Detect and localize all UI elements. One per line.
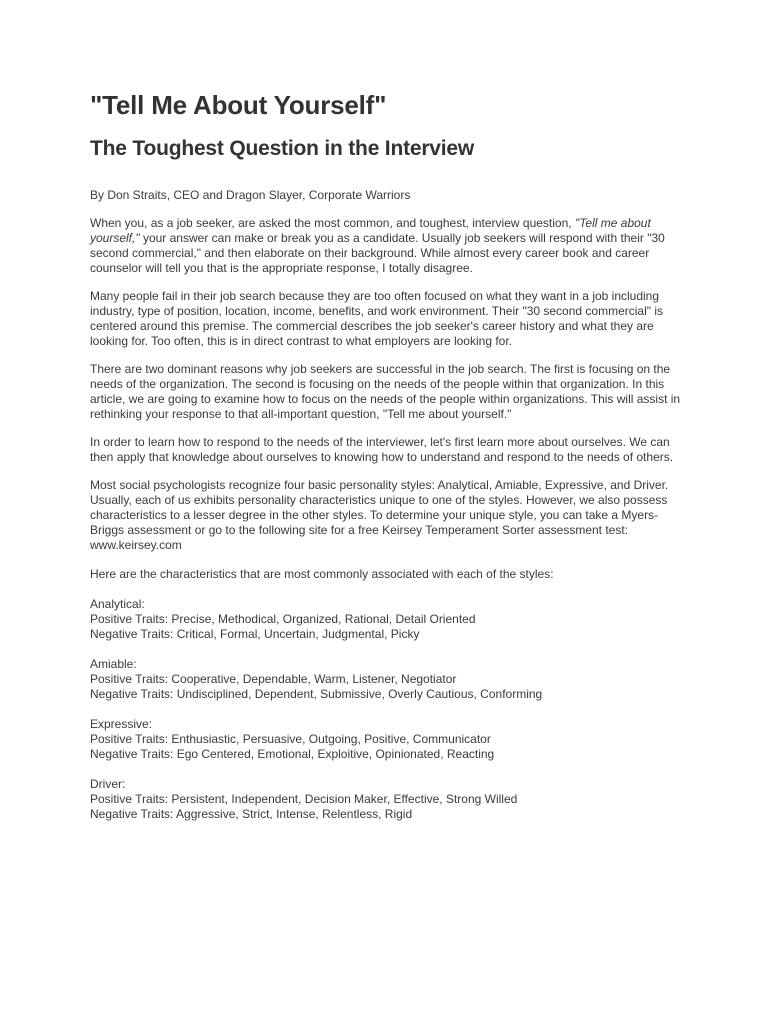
style-positive-traits: Positive Traits: Cooperative, Dependable, Warm, Listener, Negotiator [90, 672, 457, 686]
paragraph-personality-styles: Most social psychologists recognize four basic personality styles: Analytical, Amiable, Expressive, and Driver. Usually, each of us exhibits personality characteristics unique to one of the styles. However, we also possess characteristics to a lesser degree in the other styles. To determine your unique style, you can take a Myers-Briggs assessment or go to the following site for a free Keirsey Temperament Sorter assessment test: www.keirsey.com [90, 478, 669, 552]
style-positive-traits: Positive Traits: Precise, Methodical, Organized, Rational, Detail Oriented [90, 612, 476, 626]
style-block-analytical [90, 597, 684, 642]
style-block-amiable [90, 657, 684, 702]
style-name: Analytical: [90, 597, 145, 611]
paragraph-intro-start: When you, as a job seeker, are asked the most common, and toughest, interview question, [90, 216, 575, 230]
style-positive-traits: Positive Traits: Enthusiastic, Persuasive, Outgoing, Positive, Communicator [90, 732, 491, 746]
article-page [90, 88, 684, 822]
paragraph-characteristics-intro: Here are the characteristics that are most commonly associated with each of the styles: [90, 567, 554, 581]
paragraph-job-search: Many people fail in their job search because they are too often focused on what they want in a job including industry, type of position, location, income, benefits, and work environment. Their "30 second commercial" is centered around this premise. The commercial describes the job seeker's career history and what they are looking for. Too often, this is in direct contrast to what employers are looking for. [90, 289, 664, 348]
style-negative-traits: Negative Traits: Undisciplined, Dependent, Submissive, Overly Cautious, Conforming [90, 687, 543, 701]
article-title: "Tell Me About Yourself" [90, 90, 387, 120]
style-block-expressive [90, 717, 684, 762]
style-name: Driver: [90, 777, 126, 791]
paragraph-intro-quote: "Tell me about yourself," [90, 216, 651, 245]
style-negative-traits: Negative Traits: Critical, Formal, Uncertain, Judgmental, Picky [90, 627, 420, 641]
style-block-driver [90, 777, 684, 822]
paragraph-intro-end: your answer can make or break you as a candidate. Usually job seekers will respond with their "30 second commercial," and then elaborate on their background. While almost every career book and career counselor will tell you that is the appropriate response, I totally disagree. [90, 231, 665, 275]
style-name: Amiable: [90, 657, 137, 671]
paragraph-learn-ourselves: In order to learn how to respond to the needs of the interviewer, let's first learn more about ourselves. We can then apply that knowledge about ourselves to knowing how to understand and respond to the needs of others. [90, 435, 674, 464]
paragraph-intro [90, 216, 684, 276]
paragraph-dominant-reasons: There are two dominant reasons why job seekers are successful in the job search. The first is focusing on the needs of the organization. The second is focusing on the needs of the people within that organization. In this article, we are going to examine how to focus on the needs of the people within organizations. This will assist in rethinking your response to that all-important question, "Tell me about yourself." [90, 362, 681, 421]
article-byline: By Don Straits, CEO and Dragon Slayer, Corporate Warriors [90, 188, 411, 202]
style-negative-traits: Negative Traits: Aggressive, Strict, Intense, Relentless, Rigid [90, 807, 413, 821]
style-name: Expressive: [90, 717, 153, 731]
style-negative-traits: Negative Traits: Ego Centered, Emotional, Exploitive, Opinionated, Reacting [90, 747, 495, 761]
article-subtitle: The Toughest Question in the Interview [90, 137, 475, 160]
style-positive-traits: Positive Traits: Persistent, Independent, Decision Maker, Effective, Strong Willed [90, 792, 518, 806]
